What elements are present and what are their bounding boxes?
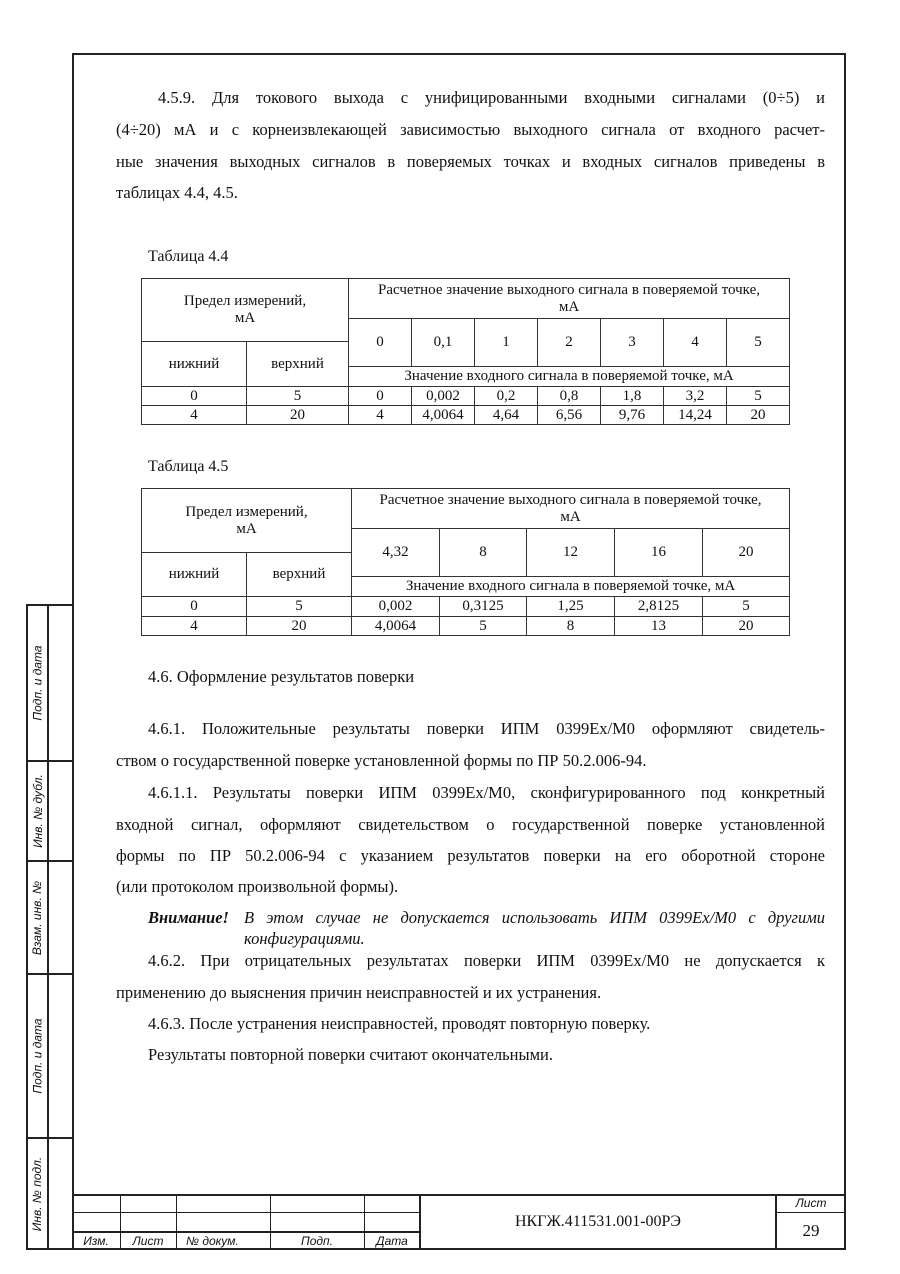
strip-label-dup-inv-no: Инв. № дубл. — [30, 774, 45, 848]
input-header: Значение входного сигнала в поверяемой точке, мА — [349, 367, 790, 387]
table-4-5 — [141, 488, 790, 636]
cell: 0,8 — [538, 387, 601, 406]
strip-label-replace-inv-no: Взам. инв. № — [30, 880, 45, 955]
strip-label-sign-date-2: Подп. и дата — [30, 1018, 45, 1094]
paragraph-4-6-3: 4.6.3. После устранения неисправностей, проводят повторную поверку. — [148, 1014, 651, 1033]
warning-text: конфигурациями. — [244, 929, 365, 948]
cell: 2,8125 — [615, 597, 703, 617]
text-line: (или протоколом произвольной формы). — [116, 877, 399, 896]
warning-label: Внимание! — [148, 908, 229, 927]
strip-label-orig-inv-no: Инв. № подл. — [30, 1156, 45, 1232]
cell: 0,002 — [352, 597, 440, 617]
cell: 8 — [527, 617, 615, 636]
section-heading-4-6: 4.6. Оформление результатов поверки — [148, 667, 415, 686]
upper-header: верхний — [247, 342, 349, 387]
page-frame — [72, 53, 846, 1250]
text-line: формы по ПР 50.2.006-94 с указанием результатов поверки на его оборотной стороне — [116, 846, 825, 865]
col-label-sheet: Лист — [132, 1234, 164, 1248]
text-line: 4.6.1. Положительные результаты поверки ИПМ 0399Ex/М0 оформляют свидетель- — [148, 719, 825, 738]
output-point: 16 — [615, 529, 703, 577]
sheet-label: Лист — [795, 1196, 827, 1210]
output-point: 0 — [349, 319, 412, 367]
output-point: 20 — [703, 529, 790, 577]
cell: 6,56 — [538, 406, 601, 425]
lower-header: нижний — [142, 342, 247, 387]
title-block — [72, 1194, 846, 1250]
col-label-signature: Подп. — [301, 1234, 333, 1248]
side-stamp-strip — [26, 604, 72, 1250]
cell: 5 — [703, 597, 790, 617]
output-point: 4 — [664, 319, 727, 367]
cell: 1,8 — [601, 387, 664, 406]
cell: 4,0064 — [352, 617, 440, 636]
table-4-4 — [141, 278, 790, 425]
cell: 4 — [142, 406, 247, 425]
cell: 14,24 — [664, 406, 727, 425]
output-point: 12 — [527, 529, 615, 577]
cell: 20 — [703, 617, 790, 636]
final-statement: Результаты повторной поверки считают окончательными. — [148, 1045, 553, 1064]
text-line: применению до выяснения причин неисправностей и их устранения. — [116, 983, 602, 1002]
divider — [72, 1212, 420, 1213]
cell: 5 — [247, 597, 352, 617]
cell: 20 — [247, 617, 352, 636]
strip-label-sign-date: Подп. и дата — [30, 645, 45, 721]
col-label-date: Дата — [376, 1234, 408, 1248]
output-point: 8 — [440, 529, 527, 577]
limit-header: Предел измерений, мА — [142, 489, 352, 553]
table-row — [142, 617, 790, 636]
cell: 4 — [142, 617, 247, 636]
text-line: ством о государственной поверке установленной формы по ПР 50.2.006-94. — [116, 751, 647, 770]
col-label-doc-no: № докум. — [186, 1234, 239, 1248]
cell: 0 — [349, 387, 412, 406]
cell: 0,002 — [412, 387, 475, 406]
cell: 20 — [247, 406, 349, 425]
table-row — [142, 597, 790, 617]
document-number: НКГЖ.411531.001-00РЭ — [514, 1213, 681, 1230]
cell: 20 — [727, 406, 790, 425]
output-point: 5 — [727, 319, 790, 367]
cell: 13 — [615, 617, 703, 636]
upper-header: верхний — [247, 553, 352, 597]
cell: 1,25 — [527, 597, 615, 617]
text-line: входной сигнал, оформляют свидетельством о государственной поверке установленной — [116, 815, 825, 834]
table-4-4-caption: Таблица 4.4 — [148, 248, 229, 265]
output-point: 1 — [475, 319, 538, 367]
limit-header: Предел измерений, мА — [142, 279, 349, 342]
table-row — [142, 387, 790, 406]
sheet-number: 29 — [802, 1221, 820, 1240]
output-point: 0,1 — [412, 319, 475, 367]
text-line: 4.5.9. Для токового выхода с унифицированными входными сигналами (0÷5) и — [158, 88, 825, 107]
cell: 4,0064 — [412, 406, 475, 425]
text-line: 4.6.2. При отрицательных результатах поверки ИПМ 0399Ex/М0 не допускается к — [148, 951, 825, 970]
text-line: (4÷20) мА и с корнеизвлекающей зависимостью выходного сигнала от входного расчет- — [116, 120, 825, 139]
warning-text: В этом случае не допускается использовать ИПМ 0399Ex/М0 с другими — [244, 908, 825, 927]
text-line: таблицах 4.4, 4.5. — [116, 183, 238, 202]
text-line: 4.6.1.1. Результаты поверки ИПМ 0399Ex/М0, сконфигурированного под конкретный — [148, 783, 825, 802]
cell: 5 — [727, 387, 790, 406]
output-point: 4,32 — [352, 529, 440, 577]
cell: 0 — [142, 597, 247, 617]
cell: 9,76 — [601, 406, 664, 425]
table-row — [142, 406, 790, 425]
col-label-change: Изм. — [83, 1234, 109, 1248]
table-4-5-caption: Таблица 4.5 — [148, 458, 229, 475]
cell: 0,3125 — [440, 597, 527, 617]
text-line: ные значения выходных сигналов в поверяемых точках и входных сигналов приведены в — [116, 152, 825, 171]
output-point: 2 — [538, 319, 601, 367]
output-header: Расчетное значение выходного сигнала в поверяемой точке, мА — [352, 489, 790, 529]
cell: 4,64 — [475, 406, 538, 425]
cell: 3,2 — [664, 387, 727, 406]
cell: 5 — [247, 387, 349, 406]
cell: 0,2 — [475, 387, 538, 406]
cell: 5 — [440, 617, 527, 636]
output-header: Расчетное значение выходного сигнала в поверяемой точке, мА — [349, 279, 790, 319]
input-header: Значение входного сигнала в поверяемой точке, мА — [352, 577, 790, 597]
cell: 0 — [142, 387, 247, 406]
lower-header: нижний — [142, 553, 247, 597]
output-point: 3 — [601, 319, 664, 367]
cell: 4 — [349, 406, 412, 425]
